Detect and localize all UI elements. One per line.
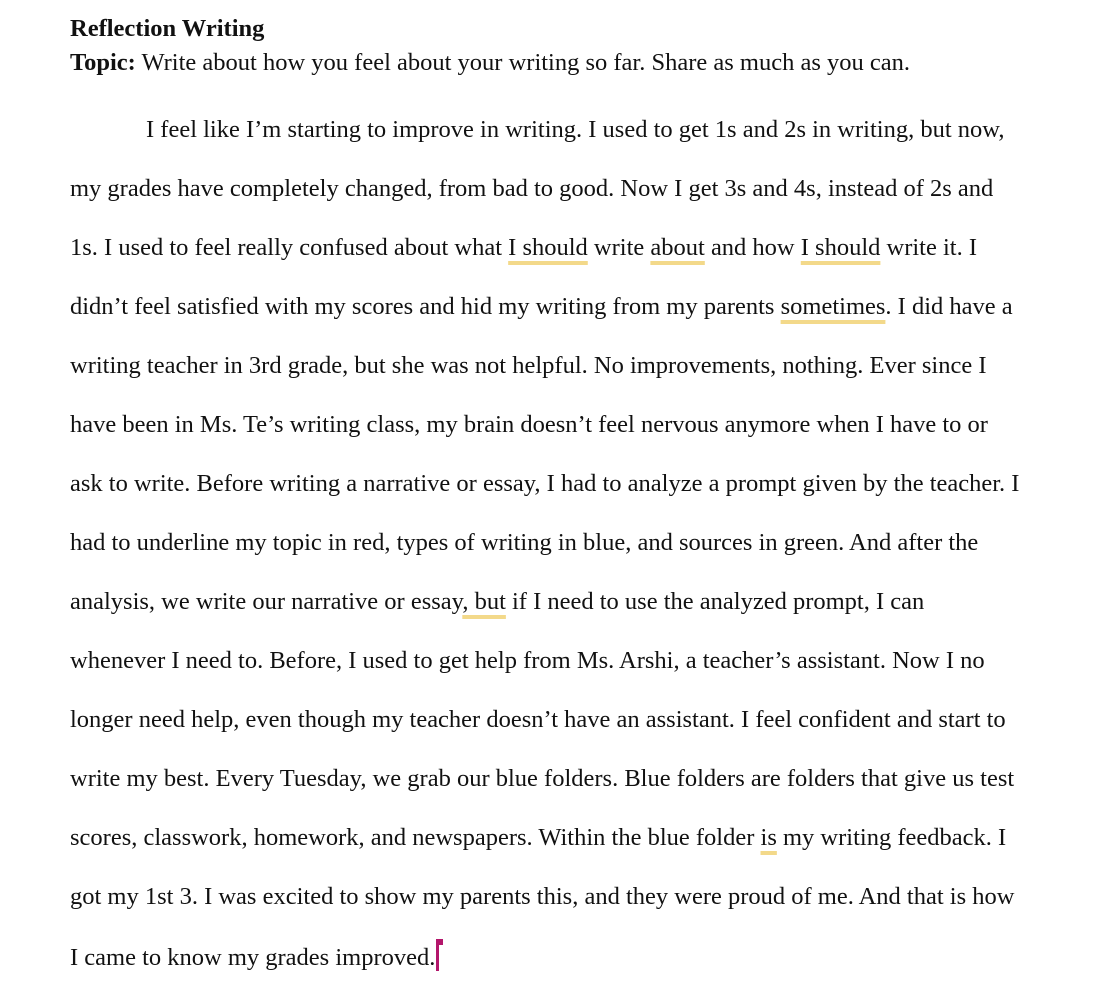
essay-line — [70, 290, 1013, 324]
essay-text: my writing feedback. I — [776, 824, 1007, 851]
topic-label: Topic: — [70, 49, 136, 76]
essay-line — [70, 880, 1014, 914]
essay-text: write — [587, 234, 651, 261]
essay-text: whenever I need to. Before, I used to get help from Ms. Arshi, a teacher’s assistant. Now I no — [70, 647, 985, 674]
grammar-suggestion[interactable]: I should — [508, 234, 588, 261]
essay-line — [70, 172, 993, 206]
topic-text: Write about how you feel about your writing so far. Share as much as you can. — [135, 49, 911, 76]
essay-text: writing teacher in 3rd grade, but she was not helpful. No improvements, nothing. Ever since I — [70, 352, 987, 379]
grammar-suggestion[interactable]: is — [760, 824, 777, 851]
essay-text: write my best. Every Tuesday, we grab our blue folders. Blue folders are folders that give us test — [70, 765, 1015, 792]
essay-line — [70, 585, 924, 619]
essay-line — [70, 231, 977, 265]
essay-line — [70, 939, 439, 975]
essay-line — [70, 762, 1014, 796]
essay-text: write it. I — [880, 234, 978, 261]
essay-text: ask to write. Before writing a narrative or essay, I had to analyze a prompt given by the teacher. I — [70, 470, 1020, 497]
essay-text: . I did have a — [885, 293, 1013, 320]
essay-text: I feel like I’m starting to improve in writing. I used to get 1s and 2s in writing, but now, — [146, 116, 1005, 143]
essay-text: didn’t feel satisfied with my scores and hid my writing from my parents — [70, 293, 781, 320]
topic-line — [70, 46, 1070, 80]
essay-text: had to underline my topic in red, types of writing in blue, and sources in green. And after the — [70, 529, 979, 556]
grammar-suggestion[interactable]: about — [650, 234, 705, 261]
essay-text: longer need help, even though my teacher doesn’t have an assistant. I feel confident and start to — [70, 706, 1006, 733]
essay-line — [70, 821, 1006, 855]
essay-line — [70, 349, 986, 383]
essay-line — [146, 113, 1005, 147]
essay-text: 1s. I used to feel really confused about what — [70, 234, 509, 261]
essay-line — [70, 703, 1006, 737]
essay-text: my grades have completely changed, from bad to good. Now I get 3s and 4s, instead of 2s and — [70, 175, 994, 202]
grammar-suggestion[interactable]: , but — [462, 588, 506, 615]
essay-text: analysis, we write our narrative or essay — [70, 588, 463, 615]
essay-line — [70, 526, 978, 560]
essay-text: got my 1st 3. I was excited to show my parents this, and they were proud of me. And that is how — [70, 883, 1015, 910]
essay-line — [70, 644, 985, 678]
text-cursor — [436, 939, 439, 971]
grammar-suggestion[interactable]: I should — [800, 234, 881, 261]
essay-text: I came to know my grades improved. — [70, 944, 436, 971]
essay-text: and how — [704, 234, 801, 261]
essay-line — [70, 408, 988, 442]
document-title: Reflection Writing — [70, 15, 265, 42]
grammar-suggestion[interactable]: sometimes — [780, 293, 886, 320]
essay-text: if I need to use the analyzed prompt, I can — [505, 588, 925, 615]
document-page[interactable] — [70, 12, 1070, 971]
essay-text: have been in Ms. Te’s writing class, my brain doesn’t feel nervous anymore when I have to or — [70, 411, 988, 438]
essay-line — [70, 467, 1019, 501]
essay-text: scores, classwork, homework, and newspapers. Within the blue folder — [70, 824, 761, 851]
